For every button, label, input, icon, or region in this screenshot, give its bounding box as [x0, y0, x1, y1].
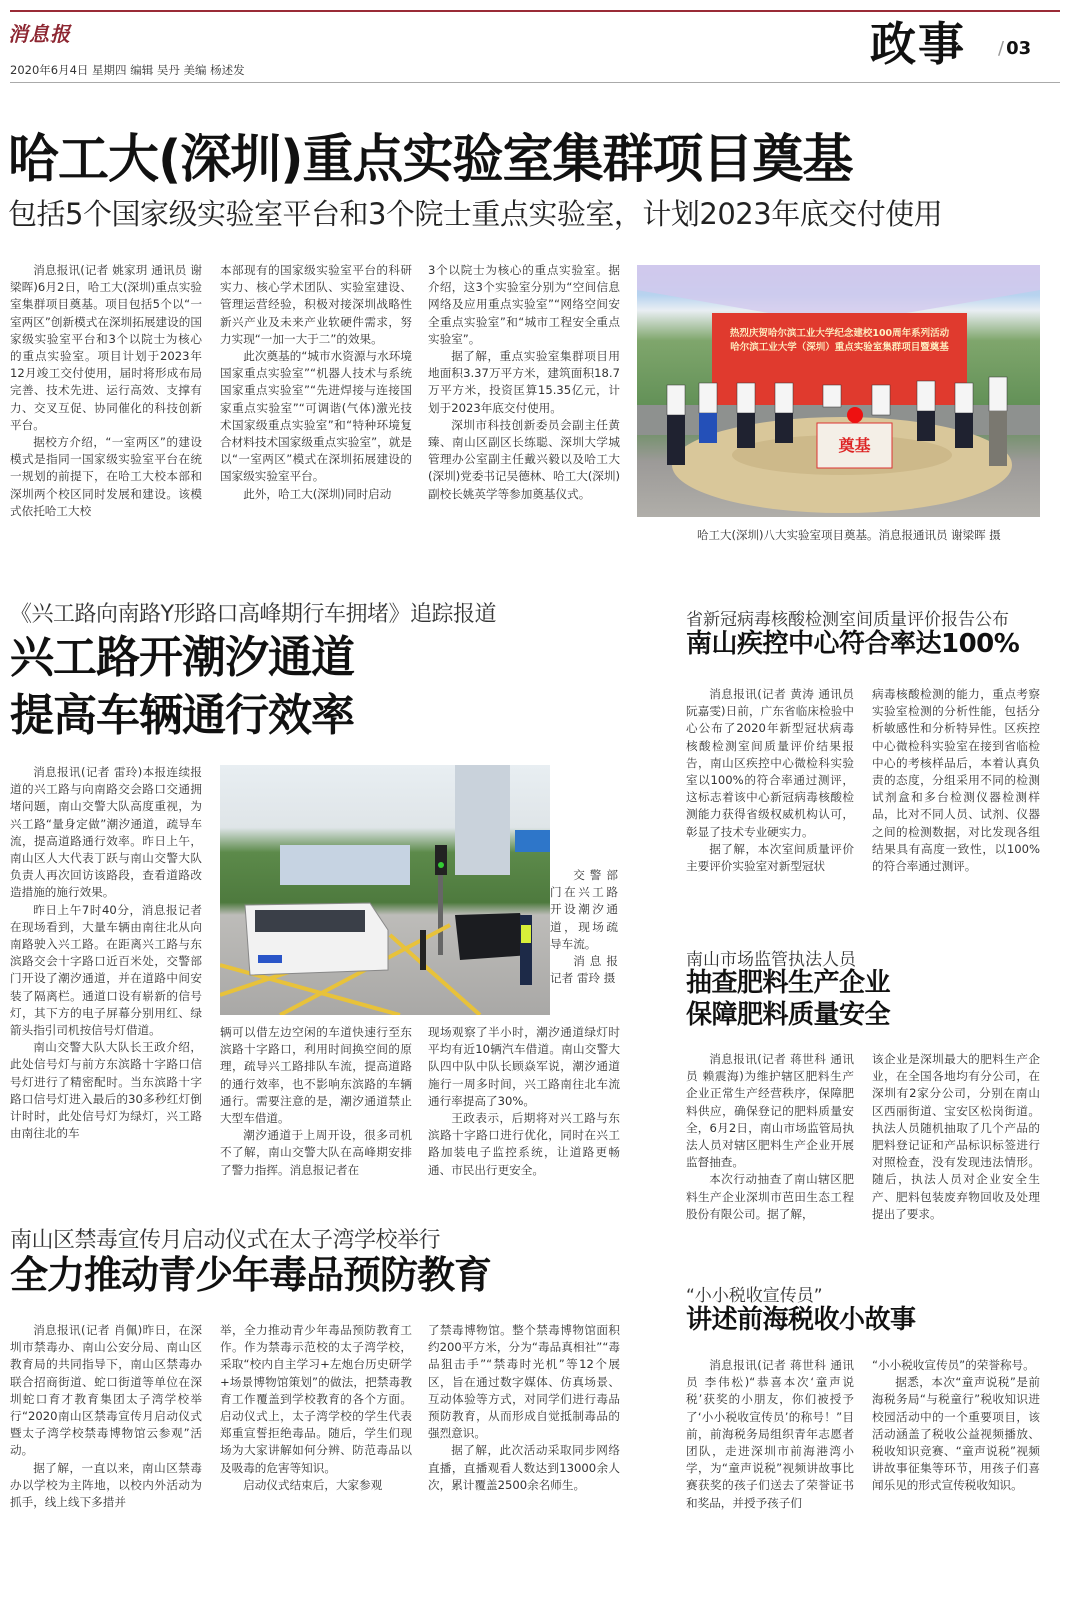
- tax-headline: 讲述前海税收小故事: [686, 1305, 916, 1335]
- groundbreaking-photo: [637, 265, 1040, 517]
- top-rule: [10, 10, 1060, 12]
- tax-column-2: [872, 1357, 1040, 1495]
- paragraph: 消息报讯(记者 黄涛 通讯员 阮嘉雯)日前，广东省临床检验中心公布了2020年新型冠状病毒核酸检测室间质量评价结果报告，南山区疾控中心微检科实验室以100%的符合率通过测评，这标志着该中心新冠病毒核酸检测能力获得省级权威机构认可，彰显了技术专业硬实力。: [686, 687, 854, 839]
- cdc-kicker: 省新冠病毒核酸检测室间质量评价报告公布: [686, 610, 1009, 630]
- paragraph: 潮汐通道于上周开设，很多司机不了解，南山交警大队在高峰期安排了警力指挥。消息报记者在: [220, 1128, 412, 1177]
- paragraph: “小小税收宣传员”的荣誉称号。: [872, 1358, 1035, 1372]
- paragraph: 现场观察了半小时，潮汐通道绿灯时平均有近10辆汽车借道。南山交警大队四中队中队长顾焱军说，潮汐通道施行一周多时间，兴工路南往北车流通行率提高了30%。: [428, 1025, 620, 1108]
- paragraph: 南山交警大队大队长王政介绍，此处信号灯与前方东滨路十字路口信号灯进行了精密配时。当东滨路十字路口信号灯进入最后的30多秒红灯倒计时时，此处信号灯为绿灯，兴工路由南往北的车: [10, 1040, 202, 1141]
- paragraph: 消息报讯(记者 肖佩)昨日，在深圳市禁毒办、南山公安分局、南山区教育局的共同指导下，南山区禁毒办联合招商街道、蛇口街道等单位在深圳蛇口育才教育集团太子湾学校举行“2020南山区禁毒宣传月启动仪式暨太子湾学校禁毒博物馆云参观”活动。: [10, 1323, 202, 1458]
- photo-credit: 消息报记者 雷玲 摄: [550, 954, 618, 986]
- fertilizer-headline-line-1: 抽查肥料生产企业: [686, 968, 891, 998]
- traffic-kicker: 《兴工路向南路Y形路口高峰期行车拥堵》追踪报道: [10, 602, 496, 627]
- lead-subheadline: 包括5个国家级实验室平台和3个院士重点实验室，计划2023年底交付使用: [8, 197, 943, 231]
- paragraph: 据校方介绍，“一室两区”的建设模式是指同一国家级实验室平台在统一规划的前提下，在哈工大校本部和深圳两个校区同时发展和建设。该模式依托哈工大校: [10, 435, 202, 518]
- banner-line-2: 哈尔滨工业大学（深圳）重点实验室集群项目暨奠基: [730, 342, 949, 353]
- paragraph: 本部现有的国家级实验室平台的科研实力、核心学术团队、实验室建设、管理运营经验，积极对接深圳战略性新兴产业及未来产业软硬件需求，努力实现“一加一大于二”的效果。: [220, 263, 412, 346]
- page-number-value: 03: [1006, 38, 1032, 59]
- cdc-headline: 南山疾控中心符合率达100%: [686, 629, 1020, 659]
- drug-column-3: [428, 1322, 620, 1494]
- traffic-column-3: [428, 1024, 620, 1179]
- lead-photo-caption: 哈工大(深圳)八大实验室项目奠基。消息报通讯员 谢梁晖 摄: [697, 528, 1001, 542]
- paragraph: 病毒核酸检测的能力，重点考察实验室检测的分析性能，包括分析敏感性和分析特异性。区疾控中心微检科实验室在接到省临检中心的考核样品后，本着认真负责的态度，分组采用不同的检测试剂盒和多台检测仪器检测样品，比对不同人员、试剂、仪器之间的检测数据，对比发现各组结果具有高度一致性，以100%的符合率通过测评。: [872, 687, 1040, 874]
- header-divider: [10, 82, 1060, 83]
- drug-headline: 全力推动青少年毒品预防教育: [10, 1253, 492, 1297]
- cdc-column-2: [872, 686, 1040, 875]
- paragraph: 昨日上午7时40分，消息报记者在现场看到，大量车辆由南往北从向南路驶入兴工路。在距离兴工路与东滨路交会十字路口近百米处，交警部门开设了潮汐通道，并在道路中间安装了隔离栏。通道口设有崭新的信号灯，其下方的电子屏幕分别用红、绿箭头指引司机按信号灯借道。: [10, 902, 202, 1038]
- lead-column-3: [428, 262, 620, 503]
- fertilizer-column-1: [686, 1051, 854, 1223]
- dateline: 2020年6月4日 星期四 编辑 吴丹 美编 杨述发: [10, 63, 245, 77]
- masthead-logo: 消息报: [8, 22, 71, 46]
- fertilizer-column-2: [872, 1051, 1040, 1223]
- lead-column-1: [10, 262, 202, 520]
- paragraph: 3个以院士为核心的重点实验室。据介绍，这3个实验室分别为“空间信息网络及应用重点实验室”“网络空间安全重点实验室”和“城市工程安全重点实验室”。: [428, 263, 620, 346]
- banner-text: [712, 327, 967, 355]
- paragraph: 深圳市科技创新委员会副主任黄臻、南山区副区长练聪、深圳大学城管理办公室副主任戴兴毅以及哈工大(深圳)党委书记吴德林、哈工大(深圳)副校长姚英学等参加奠基仪式。: [428, 417, 620, 501]
- paragraph: 据了解，本次室间质量评价主要评价实验室对新型冠状: [686, 841, 854, 874]
- drug-kicker: 南山区禁毒宣传月启动仪式在太子湾学校举行: [10, 1228, 441, 1253]
- fertilizer-headline-line-2: 保障肥料质量安全: [686, 1000, 891, 1030]
- drug-column-2: [220, 1322, 412, 1494]
- paragraph: 此外，哈工大(深圳)同时启动: [243, 486, 392, 501]
- banner-line-1: 热烈庆贺哈尔滨工业大学纪念建校100周年系列活动: [729, 328, 950, 339]
- lead-headline: 哈工大(深圳)重点实验室集群项目奠基: [8, 130, 853, 190]
- traffic-scene-icon: [220, 765, 550, 1015]
- section-title: 政事: [870, 17, 966, 71]
- paragraph: 辆可以借左边空闲的车道快速行至东滨路十字路口，利用时间换空间的原理，疏导兴工路排队车流，提高道路的通行效率，也不影响东滨路的车辆通行。需要注意的是，潮汐通道禁止大型车借道。: [220, 1025, 412, 1126]
- paragraph: 消息报讯(记者 姚家玥 通讯员 谢梁晖)6月2日，哈工大(深圳)重点实验室集群项目奠基。项目包括5个以“一室两区”创新模式在深圳拓展建设的国家级实验室平台和3个以院士为核心的重点实验室。项目计划于2023年12月竣工交付使用，届时将形成布局完善、技术先进、运行高效、支撑有力、交叉互促、协同催化的科技创新平台。: [10, 263, 202, 432]
- paragraph: 消息报讯(记者 雷玲)本报连续报道的兴工路与向南路交会路口交通拥堵问题，南山交警大队高度重视，为兴工路“量身定做”潮汐通道，疏导车流，提高道路通行效率。昨日上午，南山区人大代表丁跃与南山交警大队负责人再次回访该路段，查看道路改造措施的施行效果。: [10, 765, 202, 900]
- traffic-photo: [220, 765, 550, 1015]
- traffic-column-1: [10, 764, 202, 1142]
- fertilizer-kicker: 南山市场监管执法人员: [686, 950, 856, 970]
- lead-column-2: [220, 262, 412, 503]
- paragraph: 据了解，此次活动采取同步网络直播，直播观看人数达到13000余人次，累计覆盖2500余名师生。: [428, 1443, 620, 1492]
- traffic-headline-line-2: 提高车辆通行效率: [10, 690, 354, 741]
- page-number: / 03: [998, 38, 1032, 59]
- paragraph: 举，全力推动青少年毒品预防教育工作。作为禁毒示范校的太子湾学校，采取“校内自主学习+左炮台历史研学+场景博物馆策划”的做法，把禁毒教育工作覆盖到学校教育的各个方面。启动仪式上，太子湾学校的学生代表郑重宣誓拒绝毒品。随后，学生们现场为大家讲解如何分辨、防范毒品以及吸毒的危害等知识。: [220, 1323, 412, 1475]
- traffic-column-2: [220, 1024, 412, 1179]
- traffic-headline-line-1: 兴工路开潮汐通道: [10, 632, 354, 683]
- photo-caption-text: 交警部门在兴工路开设潮汐通道，现场疏导车流。: [550, 868, 618, 951]
- paragraph: 据悉，本次“童声说税”是前海税务局“与税童行”税收知识进校园活动中的一个重要项目，该活动涵盖了税收公益视频播放、税收知识竞赛、“童声说税”视频讲故事征集等环节，用孩子们喜闻乐见的形式宣传税收知识。: [872, 1375, 1040, 1493]
- paragraph: 该企业是深圳最大的肥料生产企业，在全国各地均有分公司，在深圳有2家分公司，分别在南山区西丽街道、宝安区松岗街道。执法人员随机抽取了几个产品的肥料登记证和产品标识标签进行对照检查，没有发现违法情形。随后，执法人员对企业安全生产、肥料包装废弃物回收及处理提出了要求。: [872, 1052, 1040, 1221]
- paragraph: 王政表示，后期将对兴工路与东滨路十字路口进行优化，同时在兴工路加装电子监控系统，让道路更畅通、市民出行更安全。: [428, 1111, 620, 1177]
- foundation-stone-text: 奠基: [838, 436, 871, 455]
- cdc-column-1: [686, 686, 854, 875]
- tax-column-1: [686, 1357, 854, 1512]
- groundbreaking-scene-icon: [637, 265, 1040, 517]
- paragraph: 消息报讯(记者 蒋世科 通讯员 李伟松)“恭喜本次‘童声说税’获奖的小朋友，你们被授予了‘小小税收宣传员’的称号！”目前，前海税务局组织青年志愿者团队，走进深圳市前海港湾小学，为“童声说税”视频讲故事比赛获奖的孩子们送去了荣誉证书和奖品，并授予孩子们: [686, 1358, 854, 1510]
- paragraph: 了禁毒博物馆。整个禁毒博物馆面积约200平方米，分为“毒品真相社”“毒品狙击手”“禁毒时光机”等12个展区，旨在通过数字媒体、仿真场景、互动体验等方式，对同学们进行毒品预防教育，从而形成自觉抵制毒品的强烈意识。: [428, 1323, 620, 1441]
- paragraph: 据了解，重点实验室集群项目用地面积3.37万平方米，建筑面积18.7万平方米，投资匡算15.35亿元，计划于2023年底交付使用。: [428, 349, 620, 415]
- paragraph: 启动仪式结束后，大家参观: [243, 1477, 383, 1492]
- paragraph: 本次行动抽查了南山辖区肥料生产企业深圳市芭田生态工程股份有限公司。据了解，: [686, 1172, 854, 1221]
- paragraph: 此次奠基的“城市水资源与水环境国家重点实验室”“机器人技术与系统国家重点实验室”“先进焊接与连接国家重点实验室”“可调谐(气体)激光技术国家级重点实验室”和“特种环境复合材料技术国家级重点实验室”，就是以“一室两区”模式在深圳拓展建设的国家级实验室平台。: [220, 349, 412, 484]
- drug-column-1: [10, 1322, 202, 1511]
- paragraph: 据了解，一直以来，南山区禁毒办以学校为主阵地，以校内外活动为抓手，线上线下多措并: [10, 1460, 202, 1510]
- traffic-photo-caption: [550, 867, 618, 987]
- tax-kicker: “小小税收宣传员”: [686, 1286, 823, 1306]
- paragraph: 消息报讯(记者 蒋世科 通讯员 赖震海)为维护辖区肥料生产企业正常生产经营秩序，保障肥料供应，确保登记的肥料质量安全，6月2日，南山市场监管局执法人员对辖区肥料生产企业开展监督抽查。: [686, 1052, 854, 1170]
